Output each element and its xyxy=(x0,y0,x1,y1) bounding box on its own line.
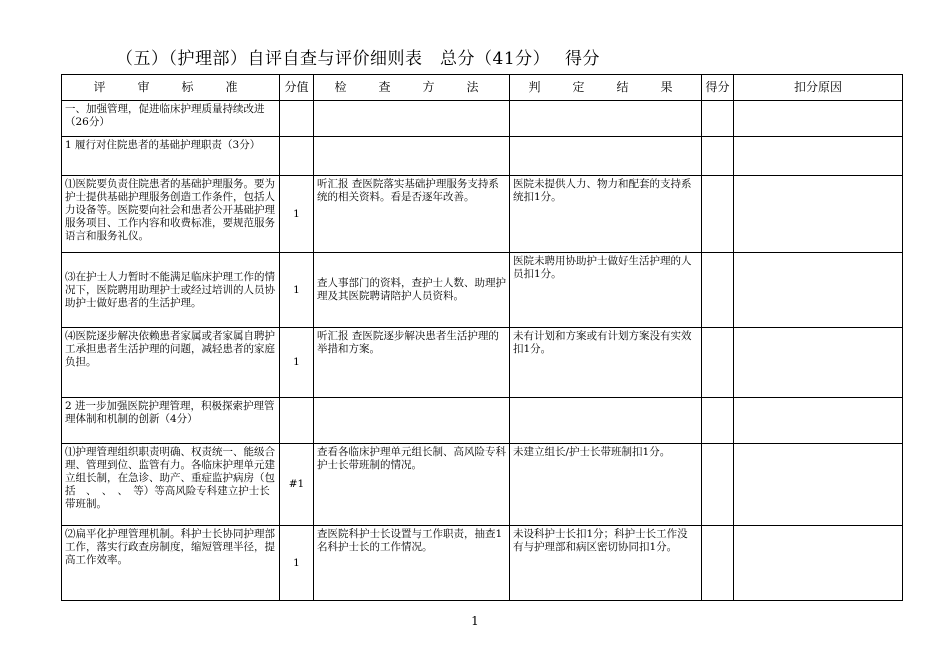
value-cell: 1 xyxy=(280,176,314,253)
method-cell xyxy=(314,398,510,444)
score-cell xyxy=(702,398,734,444)
result-cell xyxy=(510,398,702,444)
value-cell: #1 xyxy=(280,444,314,526)
method-cell: 查看各临床护理单元组长制、高风险专科护士长带班制的情况。 xyxy=(314,444,510,526)
value-cell: 1 xyxy=(280,526,314,601)
reason-cell xyxy=(734,444,903,526)
standard-cell: 一、加强管理，促进临床护理质量持续改进（26分） xyxy=(62,101,280,137)
method-cell: 查人事部门的资料，查护士人数、助理护理及其医院聘请陪护人员资料。 xyxy=(314,253,510,328)
standard-cell: 1 履行对住院患者的基础护理职责（3分） xyxy=(62,137,280,176)
reason-cell xyxy=(734,398,903,444)
score-cell xyxy=(702,444,734,526)
score-cell xyxy=(702,101,734,137)
reason-cell xyxy=(734,328,903,398)
standard-cell: ⑷医院逐步解决依赖患者家属或者家属自聘护工承担患者生活护理的问题，减轻患者的家庭负担。 xyxy=(62,328,280,398)
score-cell xyxy=(702,526,734,601)
reason-cell xyxy=(734,253,903,328)
table-row xyxy=(62,398,903,444)
value-cell xyxy=(280,101,314,137)
score-cell xyxy=(702,137,734,176)
table-row xyxy=(62,328,903,398)
result-cell: 未设科护士长扣1分；科护士长工作没有与护理部和病区密切协同扣1分。 xyxy=(510,526,702,601)
reason-cell xyxy=(734,101,903,137)
header-reason: 扣分原因 xyxy=(734,75,903,101)
standard-cell: 2 进一步加强医院护理管理，积极探索护理管理体制和机制的创新（4分） xyxy=(62,398,280,444)
result-cell: 未有计划和方案或有计划方案没有实效扣1分。 xyxy=(510,328,702,398)
table-row xyxy=(62,444,903,526)
standard-cell: ⑴医院要负责住院患者的基础护理服务。要为护士提供基础护理服务创造工作条件，包括人力设备等。医院要向社会和患者公开基础护理服务项目、工作内容和收费标准，要规范服务语言和服务礼仪。 xyxy=(62,176,280,253)
header-score: 得分 xyxy=(702,75,734,101)
standard-cell: ⑴护理管理组织职责明确、权责统一、能级合理、管理到位、监管有力。各临床护理单元建立组长制，在急诊、助产、重症监护病房（包括 、 、 、 等）等高风险专科建立护士长带班制。 xyxy=(62,444,280,526)
method-cell xyxy=(314,137,510,176)
table-row xyxy=(62,526,903,601)
value-cell: 1 xyxy=(280,328,314,398)
result-cell xyxy=(510,137,702,176)
result-cell: 医院未提供人力、物力和配套的支持系统扣1分。 xyxy=(510,176,702,253)
standard-cell: ⑶在护士人力暂时不能满足临床护理工作的情况下，医院聘用助理护士或经过培训的人员协助护士做好患者的生活护理。 xyxy=(62,253,280,328)
result-cell: 未建立组长/护士长带班制扣1分。 xyxy=(510,444,702,526)
table-row xyxy=(62,176,903,253)
method-cell: 听汇报 查医院逐步解决患者生活护理的举措和方案。 xyxy=(314,328,510,398)
score-cell xyxy=(702,253,734,328)
reason-cell xyxy=(734,137,903,176)
header-value: 分值 xyxy=(280,75,314,101)
table-header-row xyxy=(62,75,903,101)
score-cell xyxy=(702,176,734,253)
value-cell xyxy=(280,137,314,176)
reason-cell xyxy=(734,176,903,253)
method-cell: 听汇报 查医院落实基础护理服务支持系统的相关资料。看是否逐年改善。 xyxy=(314,176,510,253)
result-cell xyxy=(510,101,702,137)
evaluation-table xyxy=(61,74,903,601)
reason-cell xyxy=(734,526,903,601)
method-cell xyxy=(314,101,510,137)
value-cell xyxy=(280,398,314,444)
method-cell: 查医院科护士长设置与工作职责，抽查1名科护士长的工作情况。 xyxy=(314,526,510,601)
table-row xyxy=(62,137,903,176)
header-method: 检 查 方 法 xyxy=(314,75,510,101)
table-row xyxy=(62,253,903,328)
page-number: 1 xyxy=(471,614,479,628)
table-row xyxy=(62,101,903,137)
header-standard: 评 审 标 准 xyxy=(62,75,280,101)
header-result: 判 定 结 果 xyxy=(510,75,702,101)
page-title: （五）（护理部）自评自查与评价细则表 总分（41分） 得分 xyxy=(116,49,601,69)
value-cell: 1 xyxy=(280,253,314,328)
standard-cell: ⑵扁平化护理管理机制。科护士长协同护理部工作，落实行政查房制度，缩短管理半径，提高工作效率。 xyxy=(62,526,280,601)
score-cell xyxy=(702,328,734,398)
result-cell: 医院未聘用协助护士做好生活护理的人员扣1分。 xyxy=(510,253,702,328)
